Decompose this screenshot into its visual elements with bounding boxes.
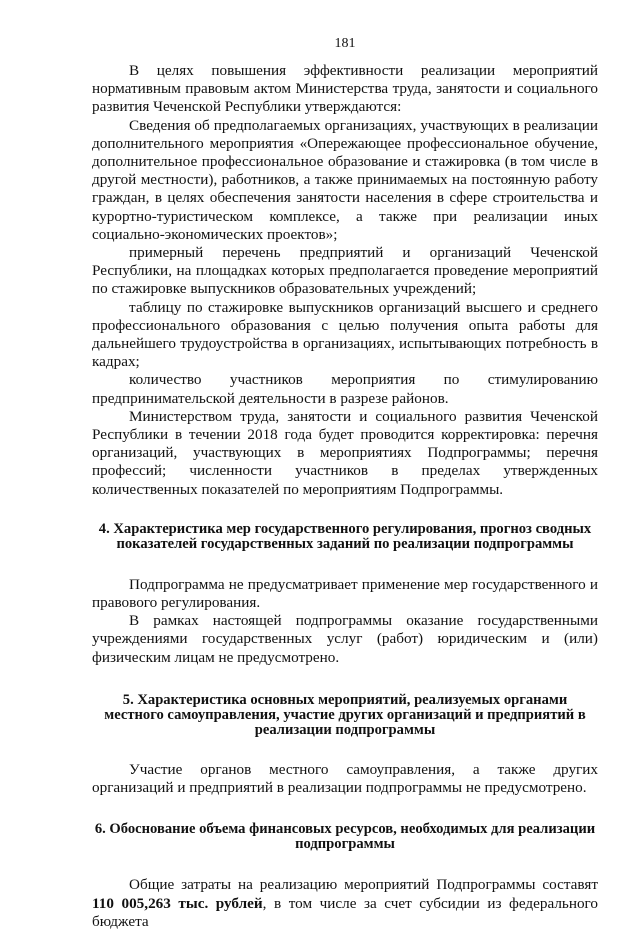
total-amount: 110 005,263 тыс. рублей [92,894,263,912]
section-4-paragraph: В рамках настоящей подпрограммы оказание государственными учреждениями государственных услуг (работ) юридическим и (или) физическим лицам не предусмотрено. [92,612,598,666]
section-5-paragraph: Участие органов местного самоуправления, а также других организаций и предприятий в реализации подпрограммы не предусмотрено. [92,760,598,797]
body-paragraph: Сведения об предполагаемых организациях, участвующих в реализации дополнительного мероприятия «Опережающее профессиональное обучение, дополнительное профессиональное образование и стажировка (в том числе в другой местности), работников, а также принимаемых на постоянную работу граждан, в целях обеспечения занятости населения в сфере строительства и курортно-туристическом комплексе, а также при реализации иных социально-экономических проектов»; [92,116,598,243]
body-paragraph: Министерством труда, занятости и социального развития Чеченской Республики в течении 2018 года будет проводится корректировка: перечня организаций, участвующих в мероприятиях Подпрограммы; перечня профессий; численности участников в пределах утвержденных количественных показателей по мероприятиям Подпрограммы. [92,407,598,498]
section-6-paragraph [92,876,598,931]
body-paragraph: количество участников мероприятия по стимулированию предпринимательской деятельности в разрезе районов. [92,371,598,407]
body-paragraph: примерный перечень предприятий и организаций Чеченской Республики, на площадках которых предполагается проведение мероприятий по стажировке выпускников образовательных учреждений; [92,244,598,298]
section-6-text-start: Общие затраты на реализацию мероприятий Подпрограммы составят [129,876,598,894]
page-number: 181 [334,36,356,51]
body-paragraph: таблицу по стажировке выпускников организаций высшего и среднего профессионального образования с целью получения опыта работы для дальнейшего трудоустройства в организациях, испытывающих потребность в кадрах; [92,298,598,371]
section-6-heading: 6. Обоснование объема финансовых ресурсов, необходимых для реализации подпрограммы [94,821,596,853]
section-4-heading: 4. Характеристика мер государственного регулирования, прогноз сводных показателей государственных заданий по реализации подпрограммы [98,520,592,552]
section-5-heading: 5. Характеристика основных мероприятий, реализуемых органами местного самоуправления, участие других организаций и предприятий в реализации подпрограммы [104,691,586,738]
document-page [92,36,598,931]
body-paragraph: В целях повышения эффективности реализации мероприятий нормативным правовым актом Министерства труда, занятости и социального развития Чеченской Республики утверждаются: [92,62,598,116]
section-4-paragraph: Подпрограмма не предусматривает применение мер государственного и правового регулирования. [92,575,598,612]
section-6-text-end: , в том числе за счет субсидии из федерального бюджета [92,894,599,930]
